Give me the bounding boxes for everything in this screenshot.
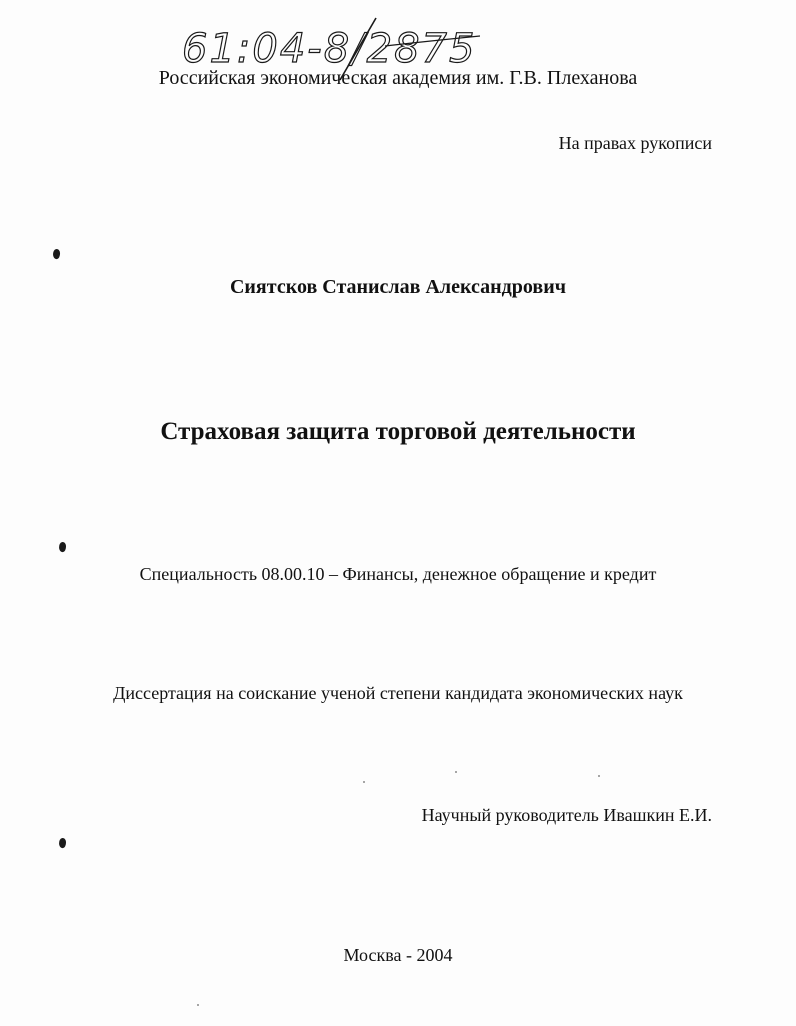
city-year: Москва - 2004 (343, 945, 453, 965)
degree-statement: Диссертация на соискание ученой степени кандидата экономических наук (113, 683, 683, 703)
scan-speck (598, 775, 600, 777)
scan-speck (197, 1004, 199, 1006)
handwritten-catalog-text: 61:04-8/2875 (182, 26, 477, 72)
scan-speck (455, 771, 457, 773)
scientific-supervisor: Научный руководитель Ивашкин Е.И. (421, 805, 712, 825)
manuscript-rights-note: На правах рукописи (558, 133, 712, 153)
author-name: Сиятсков Станислав Александрович (229, 276, 567, 298)
dissertation-title: Страховая защита торговой деятельности (160, 418, 636, 445)
binding-hole-mark (52, 248, 61, 259)
binding-hole-mark (58, 837, 67, 848)
binding-hole-mark (58, 541, 67, 552)
scan-speck (363, 781, 365, 783)
specialty-line: Специальность 08.00.10 – Финансы, денежное обращение и кредит (139, 564, 657, 584)
institution-name: Российская экономическая академия им. Г.В. Плеханова (158, 67, 638, 89)
